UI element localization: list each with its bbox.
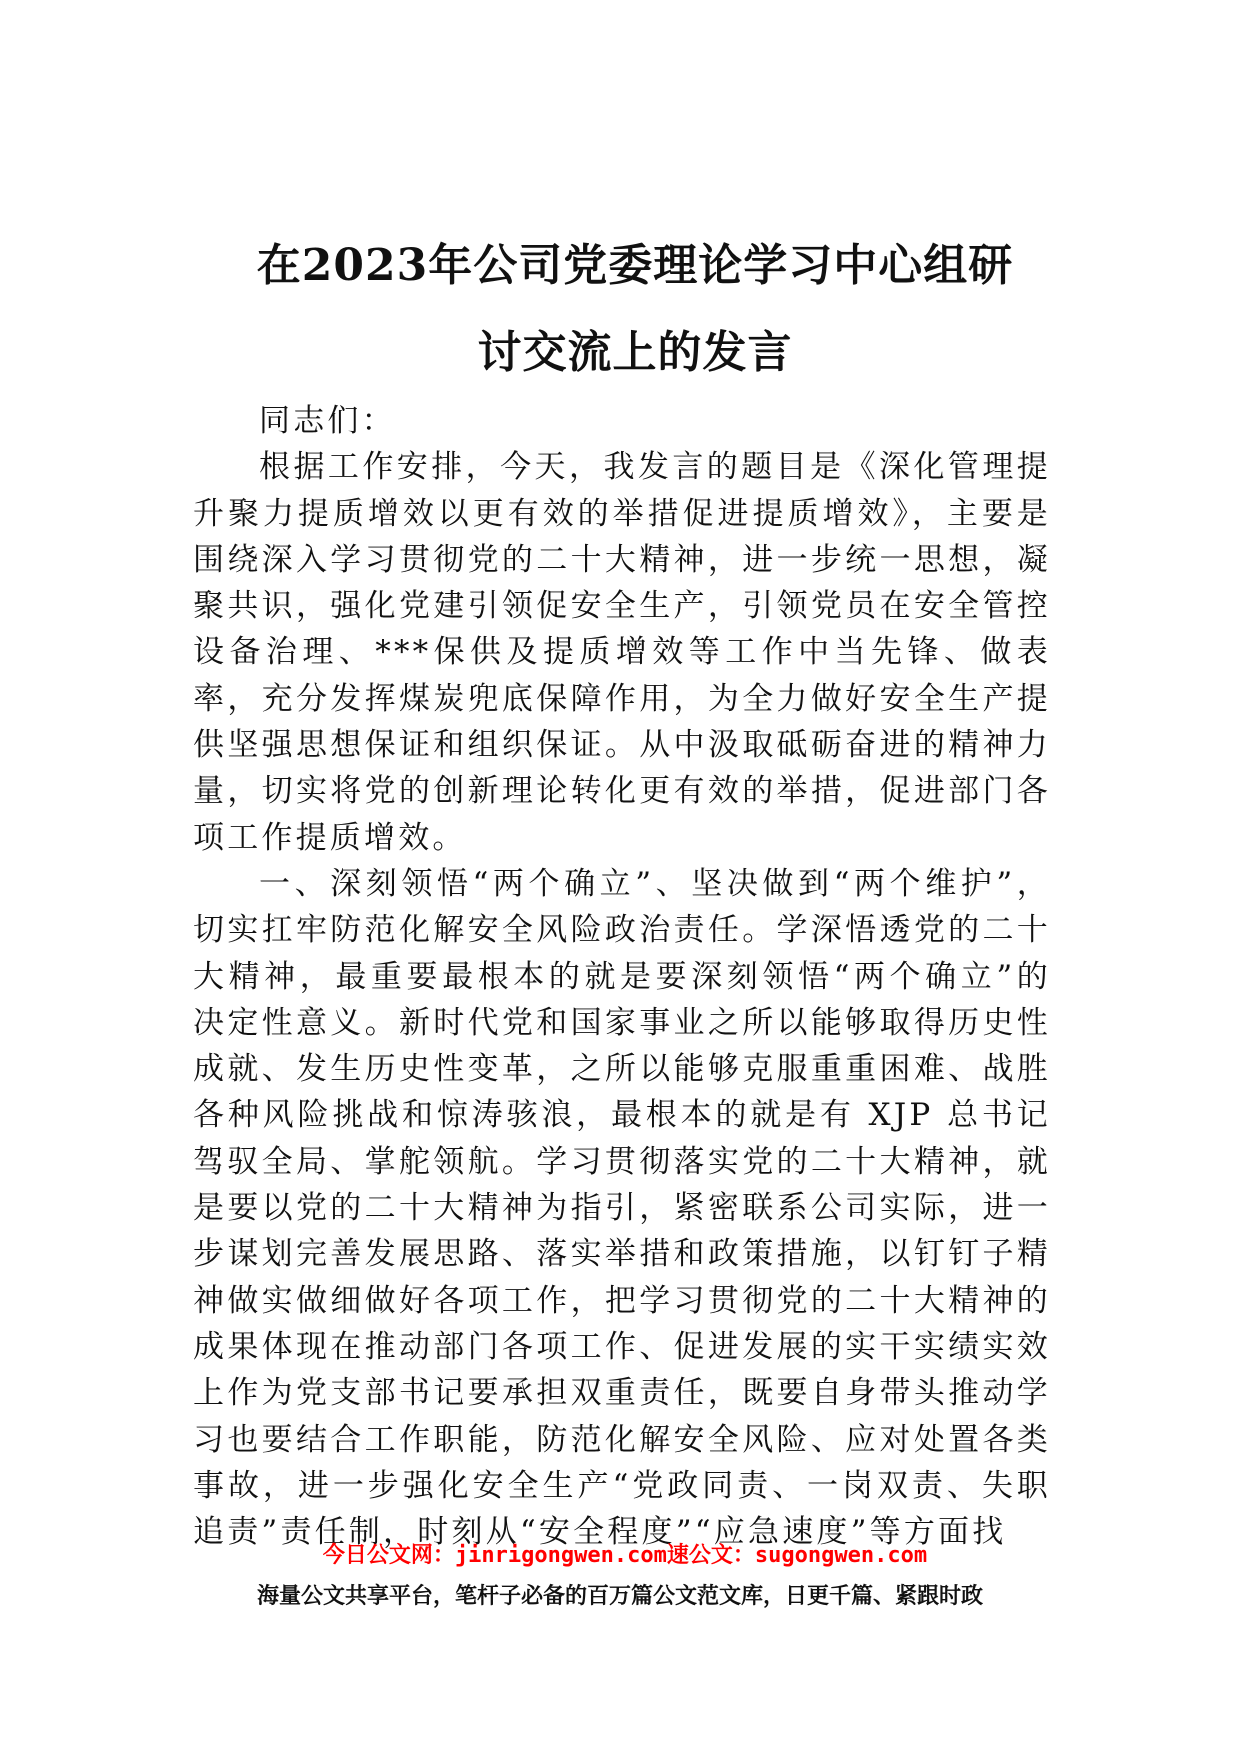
site2-name: 速公文：: [666, 1543, 755, 1568]
paragraph-intro: 根据工作安排，今天，我发言的题目是《深化管理提升聚力提质增效以更有效的举措促进提质增效》，主要是围绕深入学习贯彻党的二十大精神，进一步统一思想，凝聚共识，强化党建引领促安全生产，引领党员在安全管控设备治理、***保供及提质增效等工作中当先锋、做表率，充分发挥煤炭兜底保障作用，为全力做好安全生产提供坚强思想保证和组织保证。从中汲取砥砺奋进的精神力量，切实将党的创新理论转化更有效的举措，促进部门各项工作提质增效。: [193, 449, 1051, 856]
site1-name: 今日公文网：: [322, 1543, 455, 1568]
page-footer: [0, 1540, 1240, 1614]
footer-tagline: 海量公文共享平台，笔杆子必备的百万篇公文范文库，日更千篇、紧跟时政: [256, 1584, 983, 1609]
site1-url-link[interactable]: jinrigongwen.com: [454, 1543, 667, 1568]
salutation: 同志们：: [259, 403, 396, 439]
footer-site-links: [0, 1540, 1240, 1572]
site2-url-link[interactable]: sugongwen.com: [754, 1543, 928, 1568]
document-title-line-1: 在2023年公司党委理论学习中心组研: [256, 240, 1014, 291]
paragraph-section-one: 一、深刻领悟“两个确立”、坚决做到“两个维护”，切实扛牢防范化解安全风险政治责任。学深悟透党的二十大精神，最重要最根本的就是要深刻领悟“两个确立”的决定性意义。新时代党和国家事业之所以能够取得历史性成就、发生历史性变革，之所以能够克服重重困难、战胜各种风险挑战和惊涛骇浪，最根本的就是有 XJP 总书记驾驭全局、掌舵领航。学习贯彻落实党的二十大精神，就是要以党的二十大精神为指引，紧密联系公司实际，进一步谋划完善发展思路、落实举措和政策措施，以钉钉子精神做实做细做好各项工作，把学习贯彻党的二十大精神的成果体现在推动部门各项工作、促进发展的实干实绩实效上作为党支部书记要承担双重责任，既要自身带头推动学习也要结合工作职能，防范化解安全风险、应对处置各类事故，进一步强化安全生产“党政同责、一岗双责、失职追责”责任制，时刻从“安全程度”“应急速度”等方面找: [193, 865, 1051, 1551]
document-title-line-2: 讨交流上的发言: [477, 327, 793, 378]
document-body: [193, 398, 1051, 1555]
